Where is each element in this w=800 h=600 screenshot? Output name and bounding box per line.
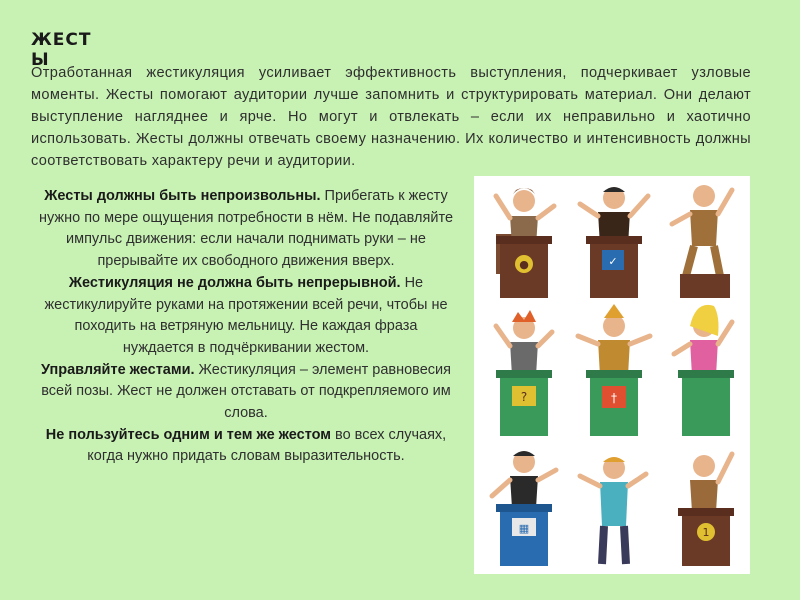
speaker-figure [672, 185, 732, 298]
speaker-figure [674, 305, 734, 436]
svg-text:●: ● [519, 258, 529, 271]
rule-4-text: во всех случаях, когда нужно придать словам выразительность. [87, 426, 447, 465]
rule-4-heading: Не пользуйтесь одним и тем же жестом [45, 426, 332, 443]
speakers-illustration-panel [474, 176, 750, 574]
rule-2-heading: Жестикуляция не должна быть непрерывной. [68, 274, 401, 291]
speaker-figure [580, 187, 648, 298]
speaker-figure [580, 457, 646, 564]
slide-title: ЖЕСТЫ [31, 30, 92, 70]
rule-1-heading: Жесты должны быть непроизвольны. [44, 188, 321, 204]
rule-3-heading: Управляйте жестами. [41, 361, 195, 378]
rule-2-text: Не жестикулируйте руками на протяжении всей речи, чтобы не походить на ветряную мельницу. Не каждая фраза нуждается в подчёркивании жестом. [44, 274, 448, 356]
svg-text:✓: ✓ [608, 255, 618, 268]
rule-2 [44, 275, 447, 356]
rule-4 [46, 427, 446, 465]
svg-text:?: ? [520, 390, 528, 404]
rule-1 [39, 188, 453, 269]
speaker-figure [496, 188, 554, 298]
rule-1-text: Прибегать к жесту нужно по мере ощущения потребности в нём. Не подавляйте импульс движения: если начали поднимать руки – не прерывайте их свободного движения вверх. [38, 188, 454, 270]
rule-3-text: Жестикуляция – элемент равновесия всей позы. Жест не должен отставать от подкрепляемого им слова. [41, 361, 451, 422]
svg-text:1: 1 [702, 526, 710, 539]
svg-text:†: † [611, 391, 617, 405]
speaker-figure [578, 304, 650, 436]
rule-3 [41, 362, 451, 421]
intro-paragraph: Отработанная жестикуляция усиливает эффективность выступления, подчеркивает узловые моменты. Жесты помогают аудитории лучше запомнить и структурировать материал. Они делают выступление нагляднее и ярче. Но могут и отвлекать – если их неправильно и хаотично использовать. Жесты должны отвечать своему назначению. Их количество и интенсивность должны соответствовать характеру речи и аудитории. [31, 65, 751, 169]
gesture-rules [38, 186, 454, 468]
speaker-figure [496, 310, 552, 436]
svg-text:▦: ▦ [518, 522, 530, 535]
speaker-figure [492, 451, 556, 566]
speaker-figure [678, 454, 734, 566]
speakers-at-podiums-illustration [474, 176, 750, 574]
